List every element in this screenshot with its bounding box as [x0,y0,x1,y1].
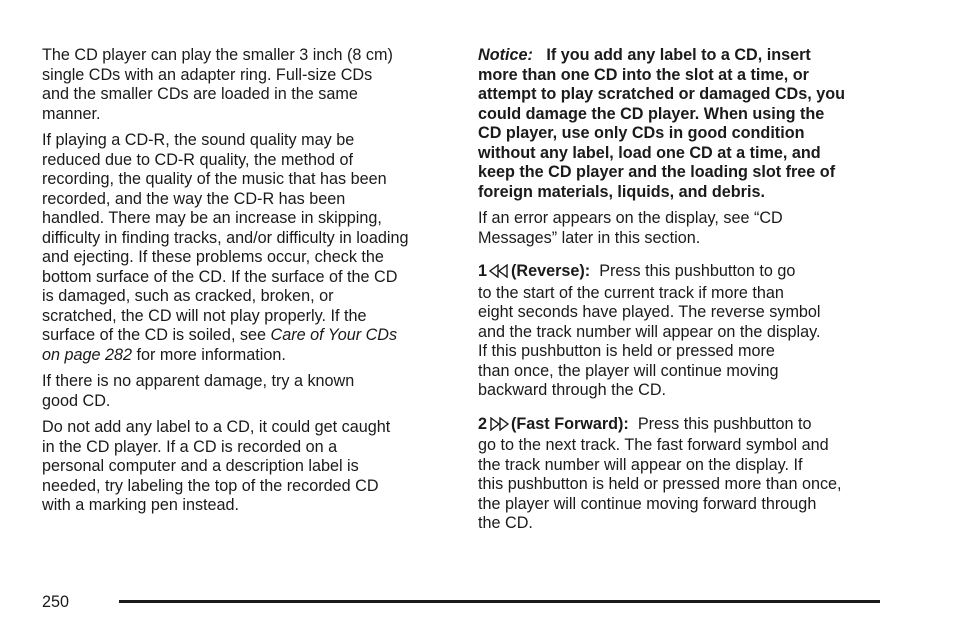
text-line: keep the CD player and the loading slot free of [478,163,836,181]
text-line: recorded, and the way the CD-R has been [42,189,346,208]
button-number: 1 [478,262,488,280]
text-line: bottom surface of the CD. If the surface of the CD [42,267,398,286]
button-number: 2 [478,414,488,433]
text-segment: Press this pushbutton to go [599,262,796,280]
page-number: 250 [42,593,70,611]
right-column [478,46,888,541]
text-line: eight seconds have played. The reverse symbol [478,303,821,321]
text-segment: for more information. [132,345,286,364]
text-line: could damage the CD player. When using the [478,104,825,123]
text-line [478,415,888,437]
text-line: needed, try labeling the top of the recorded CD [42,476,379,495]
reverse-icon [489,264,509,284]
notice-block [478,46,888,202]
text-line: If an error appears on the display, see “CD [478,209,783,227]
fast-forward-icon [489,417,509,437]
footer-rule [119,600,880,603]
text-line: and the smaller CDs are loaded in the same [42,85,358,103]
text-line: CD player, use only CDs in good condition [478,124,805,142]
text-line: If playing a CD-R, the sound quality may be [42,131,355,149]
text-line: single CDs with an adapter ring. Full-size CDs [42,65,373,84]
text-line [478,46,888,66]
paragraph-error-display [478,209,888,248]
text-line [478,262,888,284]
paragraph-cd-sizes [42,46,450,124]
text-line: in the CD player. If a CD is recorded on a [42,437,338,456]
text-line: the CD. [478,514,533,532]
text-line: recording, the quality of the music that has been [42,170,387,188]
text-line: good CD. [42,391,111,410]
left-column [42,46,450,523]
reverse-label: (Reverse): [511,262,591,280]
text-line [42,346,450,366]
text-line: If there is no apparent damage, try a known [42,372,355,390]
text-line: the track number will appear on the display. If [478,455,803,474]
text-line: more than one CD into the slot at a time, or [478,65,809,84]
text-line: and the track number will appear on the display. [478,322,821,341]
text-segment: surface of the CD is soiled, see [42,326,271,344]
text-line: attempt to play scratched or damaged CDs, you [478,85,846,103]
text-line: If this pushbutton is held or pressed more [478,342,775,360]
paragraph-fast-forward-button [478,415,888,534]
text-line: and ejecting. If these problems occur, check the [42,248,384,266]
text-line: Messages” later in this section. [478,228,701,247]
text-line: than once, the player will continue moving [478,361,779,380]
text-line: without any label, load one CD at a time, and [478,143,821,162]
text-line: scratched, the CD will not play properly. If the [42,306,367,325]
text-line: is damaged, such as cracked, broken, or [42,287,334,305]
text-line: this pushbutton is held or pressed more than once, [478,475,842,493]
paragraph-reverse-button [478,262,888,401]
text-line: the player will continue moving forward through [478,494,817,513]
text-line: The CD player can play the smaller 3 inch (8 cm) [42,46,393,64]
text-line: reduced due to CD-R quality, the method of [42,150,354,169]
text-line: go to the next track. The fast forward symbol and [478,436,829,454]
text-segment: If you add any label to a CD, insert [546,46,811,64]
text-line: manner. [42,104,101,123]
text-segment: Press this pushbutton to [637,414,812,433]
page-reference[interactable]: on page 282 [42,345,133,364]
care-of-cds-reference[interactable]: Care of Your CDs [270,326,398,344]
text-line: with a marking pen instead. [42,496,240,514]
text-line: Do not add any label to a CD, it could get caught [42,418,391,436]
paragraph-try-known-cd [42,372,450,411]
paragraph-label-warning [42,418,450,516]
text-line: difficulty in finding tracks, and/or difficulty in loading [42,228,409,247]
text-line: foreign materials, liquids, and debris. [478,182,765,201]
text-line: to the start of the current track if more than [478,283,784,302]
paragraph-cd-r-quality [42,131,450,365]
text-line [42,326,450,346]
text-line: handled. There may be an increase in skipping, [42,209,382,227]
notice-label: Notice: [478,46,533,64]
text-line: backward through the CD. [478,381,667,399]
fast-forward-label: (Fast Forward): [511,414,629,433]
text-line: personal computer and a description label is [42,457,359,475]
